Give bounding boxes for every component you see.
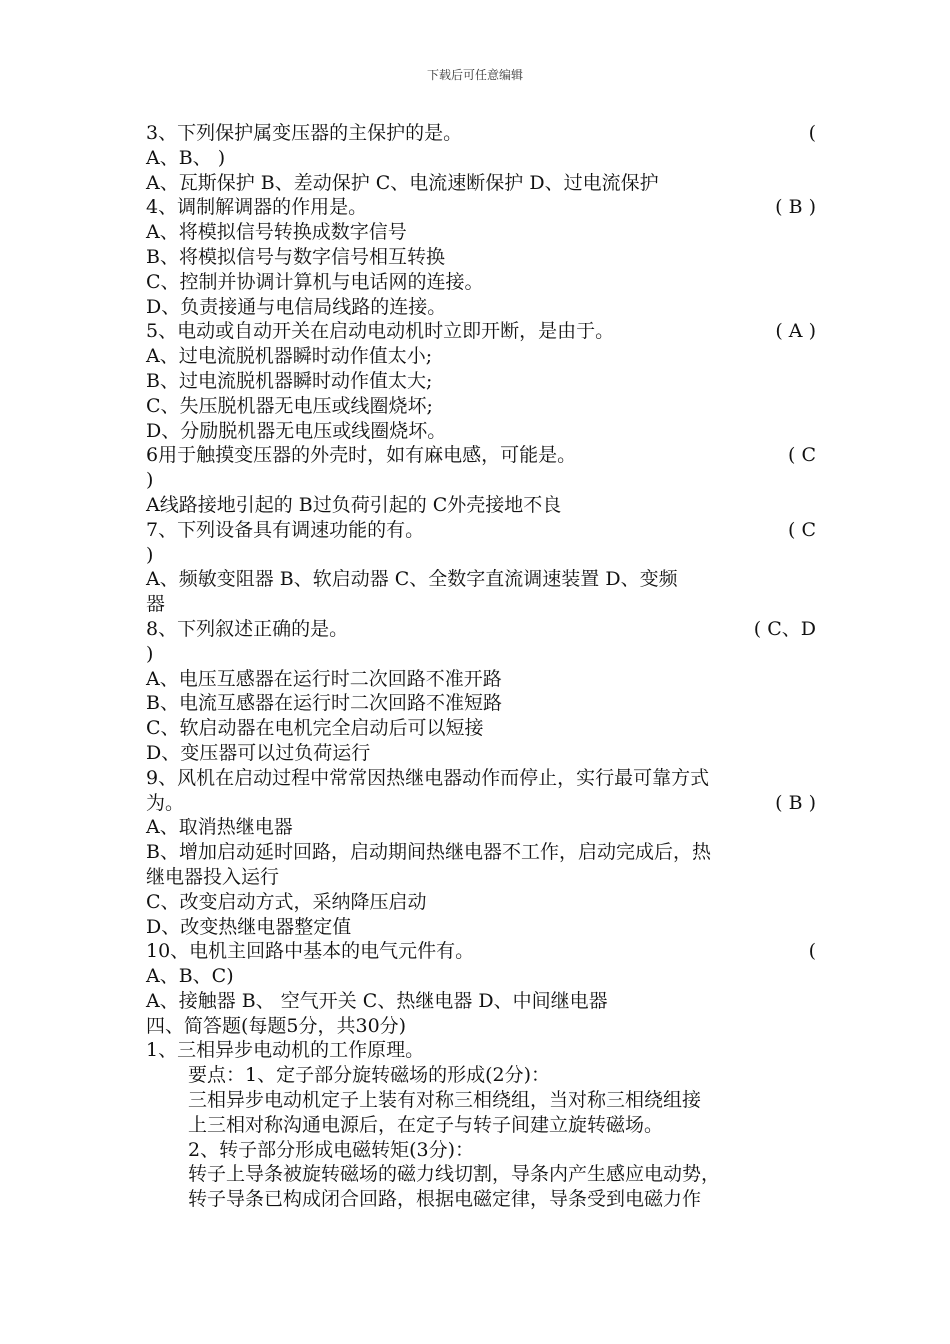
line-text: B、过电流脱机器瞬时动作值太大; [146,369,433,392]
answer-mark: ( [808,122,816,144]
line-text: 2、转子部分形成电磁转矩(3分)： [188,1138,475,1161]
text-line [146,1138,816,1163]
text-line [146,220,816,245]
line-text: 3、下列保护属变压器的主保护的是。 [146,122,463,144]
text-line [146,741,816,766]
text-line [146,1014,816,1039]
text-line [146,915,816,940]
text-line [146,171,816,196]
line-text: 4、调制解调器的作用是。 [146,196,368,219]
line-text: A、过电流脱机器瞬时动作值太小; [146,345,433,368]
text-line [146,592,816,617]
text-line [146,890,816,915]
text-line [146,443,816,468]
line-text: C、失压脱机器无电压或线圈烧坏; [146,394,433,417]
text-line [146,468,816,493]
line-text: 为。 [146,791,185,814]
answer-mark: ( A ) [775,320,816,343]
line-text: 三相异步电动机定子上装有对称三相绕组，当对称三相绕组接 [188,1089,702,1112]
line-text: A线路接地引起的 B过负荷引起的 C外壳接地不良 [146,493,562,516]
line-text: 9、风机在启动过程中常常因热继电器动作而停止，实行最可靠方式 [146,766,710,789]
answer-mark: ( [808,940,816,963]
text-line [146,394,816,419]
line-text: 7、下列设备具有调速功能的有。 [146,518,425,541]
text-line [146,964,816,989]
line-text: D、负责接通与电信局线路的连接。 [146,295,447,318]
text-line [146,840,816,865]
line-text: A、频敏变阻器 B、软启动器 C、全数字直流调速装置 D、变频 [146,568,678,591]
text-line [146,667,816,692]
text-line [146,419,816,444]
line-text: 10、电机主回路中基本的电气元件有。 [146,940,475,963]
page-header: 下载后可任意编辑 [426,68,523,82]
text-line [146,344,816,369]
line-text: B、电流互感器在运行时二次回路不准短路 [146,692,502,715]
line-text: C、改变启动方式，采纳降压启动 [146,890,427,913]
line-text: A、取消热继电器 [146,816,293,839]
line-text: A、B、C) [146,965,234,988]
answer-mark: ( C [788,518,816,541]
answer-mark: ( C、D [753,617,816,640]
line-text: 上三相对称沟通电源后，在定子与转子间建立旋转磁场。 [188,1113,664,1136]
text-line [146,989,816,1014]
text-line [146,270,816,295]
text-line [146,766,816,791]
line-text: D、改变热继电器整定值 [146,915,352,938]
text-line [146,617,816,642]
line-text: A、电压互感器在运行时二次回路不准开路 [146,667,502,690]
text-line [146,791,816,816]
text-line [146,543,816,568]
text-line [146,716,816,741]
text-line [146,939,816,964]
text-line [146,319,816,344]
line-text: 四、简答题(每题5分，共30分) [146,1014,407,1037]
line-text: C、控制并协调计算机与电话网的连接。 [146,270,484,293]
line-text: D、分励脱机器无电压或线圈烧坏。 [146,419,447,442]
text-line [146,1038,816,1063]
line-text: B、将模拟信号与数字信号相互转换 [146,245,445,268]
line-text: ) [146,642,154,665]
text-line [146,865,816,890]
text-line [146,1113,816,1138]
text-line [146,369,816,394]
line-text: A、接触器 B、 空气开关 C、热继电器 D、中间继电器 [146,989,608,1012]
line-text: 5、电动或自动开关在启动电动机时立即开断，是由于。 [146,320,615,343]
line-text: ) [146,469,154,492]
line-text: A、将模拟信号转换成数字信号 [146,221,407,244]
text-line [146,1187,816,1212]
line-text: 6用于触摸变压器的外壳时，如有麻电感，可能是。 [146,444,577,467]
text-line [146,493,816,518]
line-text: D、变压器可以过负荷运行 [146,741,371,764]
line-text: B、增加启动延时回路，启动期间热继电器不工作，启动完成后，热 [146,841,711,864]
text-line [146,295,816,320]
answer-mark: ( B ) [775,196,816,219]
text-line [146,195,816,220]
text-line [146,121,816,146]
text-line [146,518,816,543]
text-line [146,245,816,270]
line-text: A、B、 ) [146,146,226,169]
line-text: C、软启动器在电机完全启动后可以短接 [146,717,484,740]
line-text: 1、三相异步电动机的工作原理。 [146,1039,425,1062]
line-text: 要点：1、定子部分旋转磁场的形成(2分)： [188,1064,551,1087]
text-line [146,642,816,667]
line-text: ) [146,543,154,566]
text-line [146,1162,816,1187]
text-line [146,1063,816,1088]
text-line [146,691,816,716]
line-text: 转子上导条被旋转磁场的磁力线切割，导条内产生感应电动势， [188,1163,721,1186]
line-text: 转子导条已构成闭合回路，根据电磁定律，导条受到电磁力作 [188,1188,702,1211]
answer-mark: ( B ) [775,791,816,814]
text-line [146,146,816,171]
document-body [146,121,816,1212]
text-line [146,1088,816,1113]
answer-mark: ( C [788,444,816,467]
text-line [146,815,816,840]
text-line [146,567,816,592]
line-text: A、瓦斯保护 B、差动保护 C、电流速断保护 D、过电流保护 [146,171,659,194]
line-text: 器 [146,593,166,616]
line-text: 8、下列叙述正确的是。 [146,617,349,640]
line-text: 继电器投入运行 [146,865,280,888]
